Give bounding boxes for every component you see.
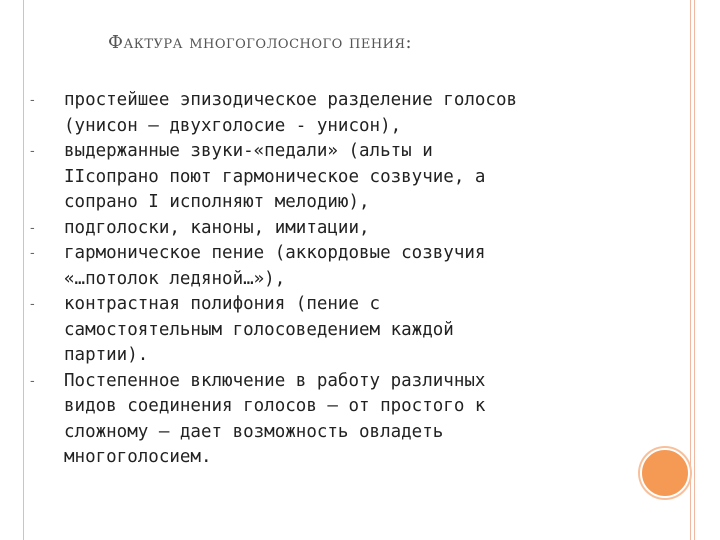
list-item-text: простейшее эпизодическое разделение голосов (унисон – двухголосие - унисон), [64,90,518,136]
list-item [30,292,630,369]
frame-right-line-inner [694,0,695,540]
list-item [30,241,630,292]
dash-bullet-icon: - [30,144,35,159]
list-item [30,369,630,471]
bullet-list [30,88,630,471]
dash-bullet-icon: - [30,297,35,312]
frame-left-line [23,0,24,540]
dash-bullet-icon: - [30,246,35,261]
list-item-text: гармоническое пение (аккордовые созвучия «…потолок ледяной…»), [64,243,486,289]
list-item-text: контрастная полифония (пение с самостоятельным голосоведением каждой партии). [64,294,454,365]
list-item [30,216,630,242]
decorative-circle-icon [640,448,690,498]
dash-bullet-icon: - [30,220,35,236]
list-item-text: Постепенное включение в работу различных видов соединения голосов — от простого к сложному — дает возможность овладеть многоголосием. [64,370,486,467]
dash-bullet-icon: - [30,373,35,389]
list-item-text: выдержанные звуки-«педали» (альты и IIсопрано поют гармоническое созвучие, а сопрано I исполняют мелодию), [64,141,486,212]
dash-bullet-icon: - [30,93,35,108]
frame-right-line-outer [690,0,691,540]
list-item [30,139,630,216]
list-item [30,88,630,139]
slide-title: Фактура многоголосного пения: [108,32,413,53]
list-item-text: подголоски, каноны, имитации, [64,217,370,238]
